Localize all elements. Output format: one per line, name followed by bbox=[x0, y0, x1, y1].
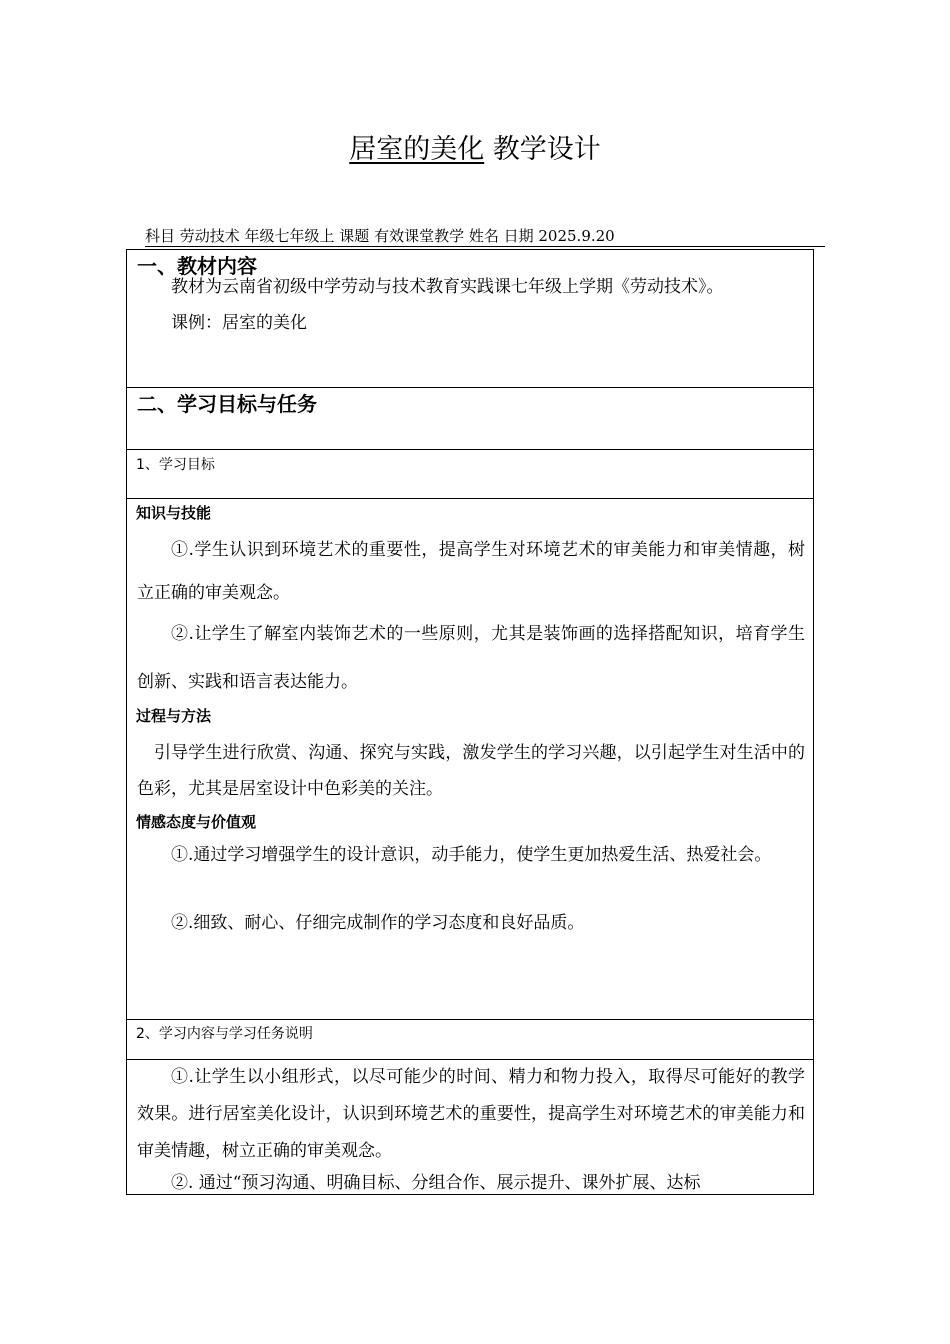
page-title bbox=[0, 130, 950, 170]
title-topic: 居室的美化 bbox=[349, 134, 485, 165]
content-tasks-label: 2、学习内容与学习任务说明 bbox=[136, 1026, 313, 1042]
lesson-example: 课例：居室的美化 bbox=[171, 313, 307, 333]
knowledge-skills-heading: 知识与技能 bbox=[136, 504, 212, 522]
section-heading-goals: 二、学习目标与任务 bbox=[137, 392, 317, 416]
content-item-2: ②. 通过“预习沟通、明确目标、分组合作、展示提升、课外扩展、达标 bbox=[171, 1173, 701, 1193]
meta-line: 科目 劳动技术 年级七年级上 课题 有效课堂教学 姓名 日期 2025.9.20 bbox=[145, 226, 825, 247]
title-suffix: 教学设计 bbox=[492, 134, 601, 165]
content-body-cell bbox=[126, 1059, 814, 1195]
learning-goals-label-cell bbox=[126, 449, 814, 499]
emotion-values-heading: 情感态度与价值观 bbox=[136, 813, 257, 831]
knowledge-item-1: ①.学生认识到环境艺术的重要性，提高学生对环境艺术的审美能力和审美情趣，树立正确的审美观念。 bbox=[137, 540, 805, 603]
process-method-text: 引导学生进行欣赏、沟通、探究与实践，激发学生的学习兴趣，以引起学生对生活中的色彩，尤其是居室设计中色彩美的关注。 bbox=[137, 743, 805, 799]
learning-goals-label: 1、学习目标 bbox=[136, 457, 215, 473]
emotion-item-2: ②.细致、耐心、仔细完成制作的学习态度和良好品质。 bbox=[171, 913, 585, 933]
learning-goals-body-cell bbox=[126, 498, 814, 1020]
content-label-cell bbox=[126, 1019, 814, 1060]
emotion-item-1: ①.通过学习增强学生的设计意识，动手能力，使学生更加热爱生活、热爱社会。 bbox=[171, 845, 772, 865]
knowledge-item-2: ②.让学生了解室内装饰艺术的一些原则，尤其是装饰画的选择搭配知识，培育学生创新、实践和语言表达能力。 bbox=[137, 624, 805, 692]
process-method-heading: 过程与方法 bbox=[136, 707, 212, 725]
material-content-cell bbox=[126, 249, 814, 388]
section-heading-material: 一、教材内容 bbox=[137, 254, 257, 278]
goals-tasks-cell bbox=[126, 387, 814, 450]
material-paragraph: 教材为云南省初级中学劳动与技术教育实践课七年级上学期《劳动技术》。 bbox=[171, 277, 724, 297]
content-item-1: ①.让学生以小组形式，以尽可能少的时间、精力和物力投入，取得尽可能好的教学效果。进行居室美化设计，认识到环境艺术的重要性，提高学生对环境艺术的审美能力和审美情趣，树立正确的审美观念。 bbox=[137, 1067, 805, 1161]
